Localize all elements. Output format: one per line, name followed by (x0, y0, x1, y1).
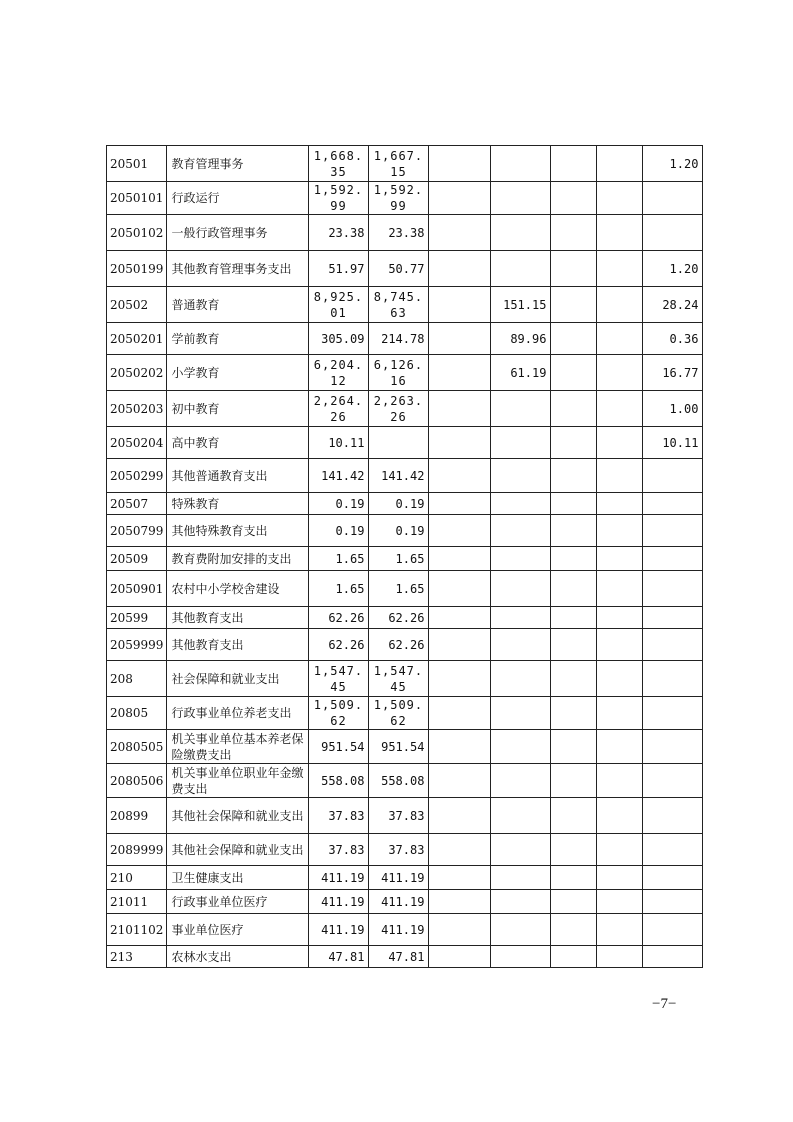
amount-cell-c7 (643, 515, 703, 547)
table-row (107, 287, 703, 323)
item-name-cell: 普通教育 (167, 287, 309, 323)
amount-cell-c5 (551, 515, 597, 547)
amount-cell-c4 (491, 427, 551, 459)
amount-cell-c7 (643, 547, 703, 571)
function-code-cell: 2050299 (107, 459, 167, 493)
function-code-cell: 2080506 (107, 764, 167, 798)
table-row (107, 215, 703, 251)
amount-cell-c1: 411.19 (309, 866, 369, 890)
function-code-cell: 2050199 (107, 251, 167, 287)
amount-cell-c7 (643, 182, 703, 215)
amount-cell-c6 (597, 914, 643, 946)
item-name-cell: 初中教育 (167, 391, 309, 427)
amount-cell-c5 (551, 764, 597, 798)
table-row (107, 914, 703, 946)
item-name-cell: 一般行政管理事务 (167, 215, 309, 251)
amount-cell-c2: 62.26 (369, 607, 429, 629)
table-row (107, 355, 703, 391)
amount-cell-c2: 411.19 (369, 914, 429, 946)
amount-cell-c7: 28.24 (643, 287, 703, 323)
amount-cell-c7 (643, 946, 703, 968)
amount-cell-c5 (551, 215, 597, 251)
amount-cell-c5 (551, 355, 597, 391)
amount-cell-c1: 37.83 (309, 834, 369, 866)
function-code-cell: 20507 (107, 493, 167, 515)
amount-cell-c1: 411.19 (309, 914, 369, 946)
amount-cell-c7 (643, 798, 703, 834)
amount-cell-c5 (551, 914, 597, 946)
amount-cell-c4 (491, 607, 551, 629)
amount-cell-c3 (429, 215, 491, 251)
amount-cell-c4 (491, 914, 551, 946)
amount-cell-c7 (643, 215, 703, 251)
amount-cell-c7 (643, 890, 703, 914)
item-name-cell: 教育管理事务 (167, 146, 309, 182)
table-row (107, 323, 703, 355)
amount-cell-c7: 1.20 (643, 146, 703, 182)
amount-cell-c6 (597, 946, 643, 968)
amount-cell-c6 (597, 459, 643, 493)
amount-cell-c1: 10.11 (309, 427, 369, 459)
amount-cell-c2: 0.19 (369, 515, 429, 547)
amount-cell-c6 (597, 323, 643, 355)
amount-cell-c2: 50.77 (369, 251, 429, 287)
amount-cell-c3 (429, 866, 491, 890)
item-name-cell: 机关事业单位基本养老保险缴费支出 (167, 730, 309, 764)
amount-cell-c2 (369, 427, 429, 459)
table-row (107, 459, 703, 493)
amount-cell-c7: 0.36 (643, 323, 703, 355)
amount-cell-c6 (597, 215, 643, 251)
amount-cell-c7 (643, 493, 703, 515)
amount-cell-c1: 0.19 (309, 493, 369, 515)
amount-cell-c1: 23.38 (309, 215, 369, 251)
item-name-cell: 高中教育 (167, 427, 309, 459)
amount-cell-c4 (491, 571, 551, 607)
function-code-cell: 20899 (107, 798, 167, 834)
amount-cell-c1: 141.42 (309, 459, 369, 493)
amount-cell-c7 (643, 661, 703, 697)
amount-cell-c2: 951.54 (369, 730, 429, 764)
amount-cell-c6 (597, 355, 643, 391)
amount-cell-c6 (597, 866, 643, 890)
amount-cell-c2: 1.65 (369, 547, 429, 571)
amount-cell-c5 (551, 629, 597, 661)
amount-cell-c1: 62.26 (309, 629, 369, 661)
table-row (107, 515, 703, 547)
amount-cell-c6 (597, 547, 643, 571)
item-name-cell: 机关事业单位职业年金缴费支出 (167, 764, 309, 798)
amount-cell-c1: 1,668.35 (309, 146, 369, 182)
function-code-cell: 20599 (107, 607, 167, 629)
amount-cell-c2: 47.81 (369, 946, 429, 968)
amount-cell-c5 (551, 287, 597, 323)
amount-cell-c3 (429, 798, 491, 834)
function-code-cell: 2050901 (107, 571, 167, 607)
function-code-cell: 2059999 (107, 629, 167, 661)
amount-cell-c6 (597, 890, 643, 914)
amount-cell-c1: 2,264.26 (309, 391, 369, 427)
amount-cell-c6 (597, 427, 643, 459)
amount-cell-c7: 16.77 (643, 355, 703, 391)
table-row (107, 251, 703, 287)
item-name-cell: 其他教育管理事务支出 (167, 251, 309, 287)
table-row (107, 730, 703, 764)
amount-cell-c2: 1,667.15 (369, 146, 429, 182)
amount-cell-c4 (491, 182, 551, 215)
function-code-cell: 2050202 (107, 355, 167, 391)
function-code-cell: 20502 (107, 287, 167, 323)
amount-cell-c1: 1.65 (309, 547, 369, 571)
amount-cell-c7 (643, 764, 703, 798)
amount-cell-c6 (597, 730, 643, 764)
amount-cell-c3 (429, 946, 491, 968)
amount-cell-c4 (491, 798, 551, 834)
function-code-cell: 2050101 (107, 182, 167, 215)
table-row (107, 493, 703, 515)
amount-cell-c3 (429, 515, 491, 547)
amount-cell-c4 (491, 946, 551, 968)
amount-cell-c3 (429, 251, 491, 287)
amount-cell-c4 (491, 730, 551, 764)
table-row (107, 697, 703, 730)
function-code-cell: 20805 (107, 697, 167, 730)
amount-cell-c6 (597, 515, 643, 547)
amount-cell-c5 (551, 661, 597, 697)
table-row (107, 798, 703, 834)
amount-cell-c1: 1,509.62 (309, 697, 369, 730)
table-row (107, 866, 703, 890)
expenditure-table (106, 145, 703, 968)
amount-cell-c3 (429, 182, 491, 215)
amount-cell-c2: 6,126.16 (369, 355, 429, 391)
amount-cell-c5 (551, 798, 597, 834)
amount-cell-c7 (643, 834, 703, 866)
amount-cell-c4: 151.15 (491, 287, 551, 323)
amount-cell-c1: 558.08 (309, 764, 369, 798)
amount-cell-c2: 1.65 (369, 571, 429, 607)
item-name-cell: 行政事业单位养老支出 (167, 697, 309, 730)
amount-cell-c3 (429, 493, 491, 515)
amount-cell-c6 (597, 182, 643, 215)
amount-cell-c2: 2,263.26 (369, 391, 429, 427)
amount-cell-c7 (643, 914, 703, 946)
amount-cell-c2: 558.08 (369, 764, 429, 798)
amount-cell-c2: 411.19 (369, 866, 429, 890)
item-name-cell: 特殊教育 (167, 493, 309, 515)
amount-cell-c3 (429, 629, 491, 661)
item-name-cell: 其他特殊教育支出 (167, 515, 309, 547)
table-row (107, 427, 703, 459)
amount-cell-c4 (491, 629, 551, 661)
amount-cell-c7: 1.20 (643, 251, 703, 287)
amount-cell-c2: 8,745.63 (369, 287, 429, 323)
amount-cell-c4: 61.19 (491, 355, 551, 391)
amount-cell-c4 (491, 459, 551, 493)
table-row (107, 661, 703, 697)
table-row (107, 629, 703, 661)
amount-cell-c3 (429, 459, 491, 493)
table-row (107, 146, 703, 182)
item-name-cell: 农村中小学校舍建设 (167, 571, 309, 607)
amount-cell-c3 (429, 427, 491, 459)
item-name-cell: 行政运行 (167, 182, 309, 215)
function-code-cell: 2050204 (107, 427, 167, 459)
amount-cell-c4 (491, 215, 551, 251)
amount-cell-c5 (551, 890, 597, 914)
amount-cell-c3 (429, 287, 491, 323)
amount-cell-c5 (551, 251, 597, 287)
function-code-cell: 2101102 (107, 914, 167, 946)
item-name-cell: 学前教育 (167, 323, 309, 355)
function-code-cell: 2050203 (107, 391, 167, 427)
amount-cell-c2: 37.83 (369, 798, 429, 834)
amount-cell-c2: 1,592.99 (369, 182, 429, 215)
item-name-cell: 教育费附加安排的支出 (167, 547, 309, 571)
table-row (107, 182, 703, 215)
item-name-cell: 其他社会保障和就业支出 (167, 798, 309, 834)
amount-cell-c3 (429, 607, 491, 629)
amount-cell-c6 (597, 661, 643, 697)
table-row (107, 391, 703, 427)
amount-cell-c3 (429, 834, 491, 866)
amount-cell-c5 (551, 607, 597, 629)
amount-cell-c6 (597, 798, 643, 834)
amount-cell-c7 (643, 866, 703, 890)
budget-table-container (106, 145, 703, 968)
function-code-cell: 2089999 (107, 834, 167, 866)
amount-cell-c2: 141.42 (369, 459, 429, 493)
amount-cell-c4 (491, 764, 551, 798)
item-name-cell: 卫生健康支出 (167, 866, 309, 890)
function-code-cell: 210 (107, 866, 167, 890)
table-body (107, 146, 703, 968)
amount-cell-c5 (551, 946, 597, 968)
item-name-cell: 其他社会保障和就业支出 (167, 834, 309, 866)
amount-cell-c6 (597, 697, 643, 730)
amount-cell-c7: 10.11 (643, 427, 703, 459)
amount-cell-c6 (597, 146, 643, 182)
amount-cell-c5 (551, 323, 597, 355)
amount-cell-c7 (643, 607, 703, 629)
amount-cell-c7: 1.00 (643, 391, 703, 427)
amount-cell-c4 (491, 251, 551, 287)
amount-cell-c5 (551, 182, 597, 215)
function-code-cell: 208 (107, 661, 167, 697)
amount-cell-c4 (491, 834, 551, 866)
table-row (107, 764, 703, 798)
function-code-cell: 2080505 (107, 730, 167, 764)
table-row (107, 834, 703, 866)
amount-cell-c4 (491, 146, 551, 182)
amount-cell-c2: 62.26 (369, 629, 429, 661)
amount-cell-c1: 411.19 (309, 890, 369, 914)
amount-cell-c3 (429, 730, 491, 764)
amount-cell-c1: 37.83 (309, 798, 369, 834)
amount-cell-c6 (597, 287, 643, 323)
amount-cell-c4 (491, 515, 551, 547)
table-row (107, 890, 703, 914)
item-name-cell: 其他普通教育支出 (167, 459, 309, 493)
amount-cell-c6 (597, 764, 643, 798)
amount-cell-c4 (491, 391, 551, 427)
amount-cell-c2: 1,509.62 (369, 697, 429, 730)
amount-cell-c5 (551, 459, 597, 493)
item-name-cell: 行政事业单位医疗 (167, 890, 309, 914)
amount-cell-c7 (643, 629, 703, 661)
amount-cell-c1: 8,925.01 (309, 287, 369, 323)
amount-cell-c6 (597, 629, 643, 661)
amount-cell-c6 (597, 571, 643, 607)
amount-cell-c2: 37.83 (369, 834, 429, 866)
amount-cell-c4 (491, 890, 551, 914)
amount-cell-c7 (643, 730, 703, 764)
amount-cell-c3 (429, 697, 491, 730)
amount-cell-c7 (643, 697, 703, 730)
amount-cell-c5 (551, 547, 597, 571)
amount-cell-c2: 214.78 (369, 323, 429, 355)
amount-cell-c4 (491, 661, 551, 697)
amount-cell-c6 (597, 607, 643, 629)
item-name-cell: 事业单位医疗 (167, 914, 309, 946)
function-code-cell: 20501 (107, 146, 167, 182)
amount-cell-c5 (551, 146, 597, 182)
amount-cell-c5 (551, 697, 597, 730)
item-name-cell: 农林水支出 (167, 946, 309, 968)
amount-cell-c2: 1,547.45 (369, 661, 429, 697)
amount-cell-c3 (429, 547, 491, 571)
function-code-cell: 20509 (107, 547, 167, 571)
amount-cell-c7 (643, 459, 703, 493)
function-code-cell: 2050102 (107, 215, 167, 251)
amount-cell-c1: 951.54 (309, 730, 369, 764)
amount-cell-c4: 89.96 (491, 323, 551, 355)
amount-cell-c5 (551, 493, 597, 515)
table-row (107, 571, 703, 607)
amount-cell-c1: 1,547.45 (309, 661, 369, 697)
item-name-cell: 小学教育 (167, 355, 309, 391)
amount-cell-c5 (551, 571, 597, 607)
page-number: −7− (652, 996, 677, 1012)
amount-cell-c7 (643, 571, 703, 607)
amount-cell-c3 (429, 661, 491, 697)
amount-cell-c1: 51.97 (309, 251, 369, 287)
amount-cell-c6 (597, 493, 643, 515)
amount-cell-c3 (429, 355, 491, 391)
amount-cell-c3 (429, 890, 491, 914)
amount-cell-c1: 1.65 (309, 571, 369, 607)
function-code-cell: 2050799 (107, 515, 167, 547)
function-code-cell: 213 (107, 946, 167, 968)
function-code-cell: 2050201 (107, 323, 167, 355)
amount-cell-c5 (551, 427, 597, 459)
amount-cell-c6 (597, 251, 643, 287)
amount-cell-c3 (429, 146, 491, 182)
amount-cell-c4 (491, 493, 551, 515)
item-name-cell: 其他教育支出 (167, 629, 309, 661)
amount-cell-c1: 62.26 (309, 607, 369, 629)
amount-cell-c2: 0.19 (369, 493, 429, 515)
item-name-cell: 社会保障和就业支出 (167, 661, 309, 697)
table-row (107, 607, 703, 629)
item-name-cell: 其他教育支出 (167, 607, 309, 629)
amount-cell-c3 (429, 391, 491, 427)
amount-cell-c5 (551, 866, 597, 890)
amount-cell-c2: 411.19 (369, 890, 429, 914)
amount-cell-c1: 305.09 (309, 323, 369, 355)
amount-cell-c3 (429, 323, 491, 355)
amount-cell-c6 (597, 834, 643, 866)
amount-cell-c3 (429, 764, 491, 798)
amount-cell-c2: 23.38 (369, 215, 429, 251)
amount-cell-c4 (491, 866, 551, 890)
amount-cell-c5 (551, 391, 597, 427)
amount-cell-c1: 47.81 (309, 946, 369, 968)
amount-cell-c4 (491, 697, 551, 730)
amount-cell-c4 (491, 547, 551, 571)
function-code-cell: 21011 (107, 890, 167, 914)
table-row (107, 946, 703, 968)
amount-cell-c5 (551, 730, 597, 764)
amount-cell-c1: 0.19 (309, 515, 369, 547)
amount-cell-c6 (597, 391, 643, 427)
table-row (107, 547, 703, 571)
amount-cell-c3 (429, 571, 491, 607)
amount-cell-c1: 6,204.12 (309, 355, 369, 391)
amount-cell-c1: 1,592.99 (309, 182, 369, 215)
amount-cell-c5 (551, 834, 597, 866)
amount-cell-c3 (429, 914, 491, 946)
